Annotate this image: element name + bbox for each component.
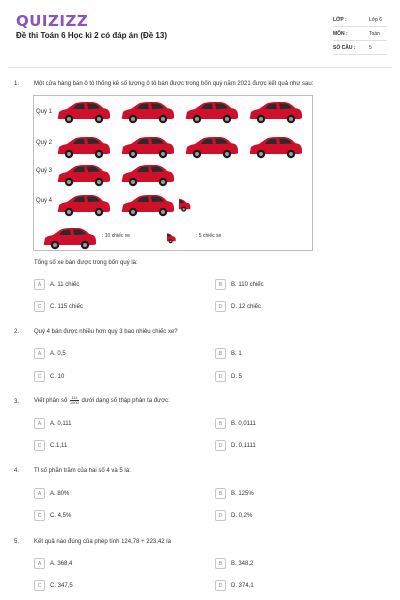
- question-text: Một cửa hàng bán ô tô thống kê số lượng ô tô bán được trong bốn quý năm 2021 được kết quả như sau:: [34, 81, 314, 87]
- option-text: B. 348,2: [231, 561, 254, 567]
- option-letter-box: B: [215, 488, 226, 499]
- option-text: C. 115 chiếc: [50, 304, 83, 310]
- option-text: B. 0,0111: [231, 421, 256, 427]
- meta-value: Toán: [369, 31, 380, 37]
- row-label: Quý 4: [36, 198, 53, 204]
- option-text: A. 0,5: [50, 351, 66, 357]
- option-text: C. 347,5: [50, 583, 73, 589]
- option-letter-box: A: [34, 348, 45, 359]
- option-text: A. 368,4: [50, 561, 73, 567]
- question-number: 5.: [14, 539, 20, 545]
- option-text: D. 5: [231, 374, 243, 380]
- option-text: B. 1: [231, 351, 242, 357]
- car-icon: [119, 135, 175, 159]
- legend-half-car-icon: [167, 226, 193, 250]
- option-letter-box: D: [215, 580, 226, 591]
- option-letter-box: D: [215, 510, 226, 521]
- option-text: A. 0,111: [50, 421, 72, 427]
- option-text: D. 0,2%: [231, 513, 253, 519]
- option-text: D. 12 chiếc: [231, 304, 262, 310]
- worksheet-header: [0, 0, 400, 64]
- question-text-after: dưới dạng số thập phân ta được:: [81, 398, 170, 405]
- row-label: Quý 2: [36, 140, 53, 146]
- option-letter-box: A: [34, 418, 45, 429]
- question-text: [34, 396, 170, 405]
- option-letter-box: C: [34, 510, 45, 521]
- option-text: A. 11 chiếc: [50, 282, 80, 288]
- meta-label: LỚP :: [333, 17, 347, 23]
- legend-car-icon: [41, 226, 97, 250]
- meta-row-class: [333, 13, 387, 27]
- car-icon: [55, 193, 111, 217]
- meta-row-subject: [333, 27, 387, 41]
- option-letter-box: D: [215, 371, 226, 382]
- car-icon: [247, 135, 303, 159]
- option-text: B. 110 chiếc: [231, 282, 264, 288]
- meta-table: [333, 13, 387, 55]
- question-subtext: Tổng số xe bán được trong bốn quý là:: [34, 260, 138, 266]
- fraction: [70, 396, 79, 405]
- question-number: 4.: [14, 468, 20, 474]
- option-letter-box: B: [215, 558, 226, 569]
- option-letter-box: D: [215, 301, 226, 312]
- header-divider: [8, 67, 392, 68]
- question-text-before: Viết phân số: [34, 398, 68, 405]
- page-title: Đề thi Toán 6 Học kì 2 có đáp án (Đề 13): [16, 31, 167, 40]
- legend-half-text: : 5 chiếc xe: [196, 233, 222, 239]
- option-text: A. 80%: [50, 491, 70, 497]
- option-text: D. 0,1111: [231, 443, 256, 449]
- option-letter-box: B: [215, 418, 226, 429]
- option-letter-box: C: [34, 371, 45, 382]
- question-text: Tỉ số phần trăm của hai số 4 và 5 là:: [34, 468, 131, 474]
- meta-row-count: [333, 41, 387, 55]
- car-icon: [55, 100, 111, 124]
- option-text: C.1,11: [50, 443, 68, 449]
- option-text: D. 374,1: [231, 583, 254, 589]
- row-label: Quý 1: [36, 109, 53, 115]
- car-icon: [247, 100, 303, 124]
- car-icon: [183, 100, 239, 124]
- option-letter-box: A: [34, 488, 45, 499]
- meta-label: MÔN :: [333, 31, 348, 37]
- question-number: 3.: [14, 399, 20, 405]
- option-letter-box: B: [215, 279, 226, 290]
- option-text: B. 125%: [231, 491, 254, 497]
- option-letter-box: A: [34, 279, 45, 290]
- quizizz-logo: QUIZIZZ: [16, 12, 89, 30]
- car-icon: [119, 100, 175, 124]
- meta-value: 5: [369, 45, 372, 51]
- row-label: Quý 3: [36, 168, 53, 174]
- option-letter-box: D: [215, 440, 226, 451]
- option-letter-box: C: [34, 580, 45, 591]
- legend-full-text: : 10 chiếc xe: [102, 233, 131, 239]
- car-icon: [119, 193, 175, 217]
- car-icon: [183, 135, 239, 159]
- car-icon: [55, 163, 111, 187]
- option-text: C. 10: [50, 374, 65, 380]
- pictograph: [33, 95, 313, 251]
- option-letter-box: C: [34, 301, 45, 312]
- car-icon: [55, 135, 111, 159]
- option-letter-box: A: [34, 558, 45, 569]
- question-number: 2.: [14, 329, 20, 335]
- question-text: Quý 4 bán được nhiều hơn quý 3 bao nhiêu chiếc xe?: [34, 329, 178, 335]
- question-number: 1.: [14, 81, 20, 87]
- fraction-denominator: 1000: [69, 400, 79, 405]
- question-text: Kết quả nào đúng của phép tính 124,78 + 223,42 là: [34, 539, 171, 545]
- meta-label: SỐ CÂU :: [333, 45, 356, 51]
- option-text: C. 4,5%: [50, 513, 72, 519]
- fraction-numerator: 111: [71, 395, 78, 400]
- meta-value: Lớp 6: [369, 17, 383, 23]
- half-car-icon: [179, 193, 213, 217]
- option-letter-box: C: [34, 440, 45, 451]
- option-letter-box: B: [215, 348, 226, 359]
- car-icon: [119, 163, 175, 187]
